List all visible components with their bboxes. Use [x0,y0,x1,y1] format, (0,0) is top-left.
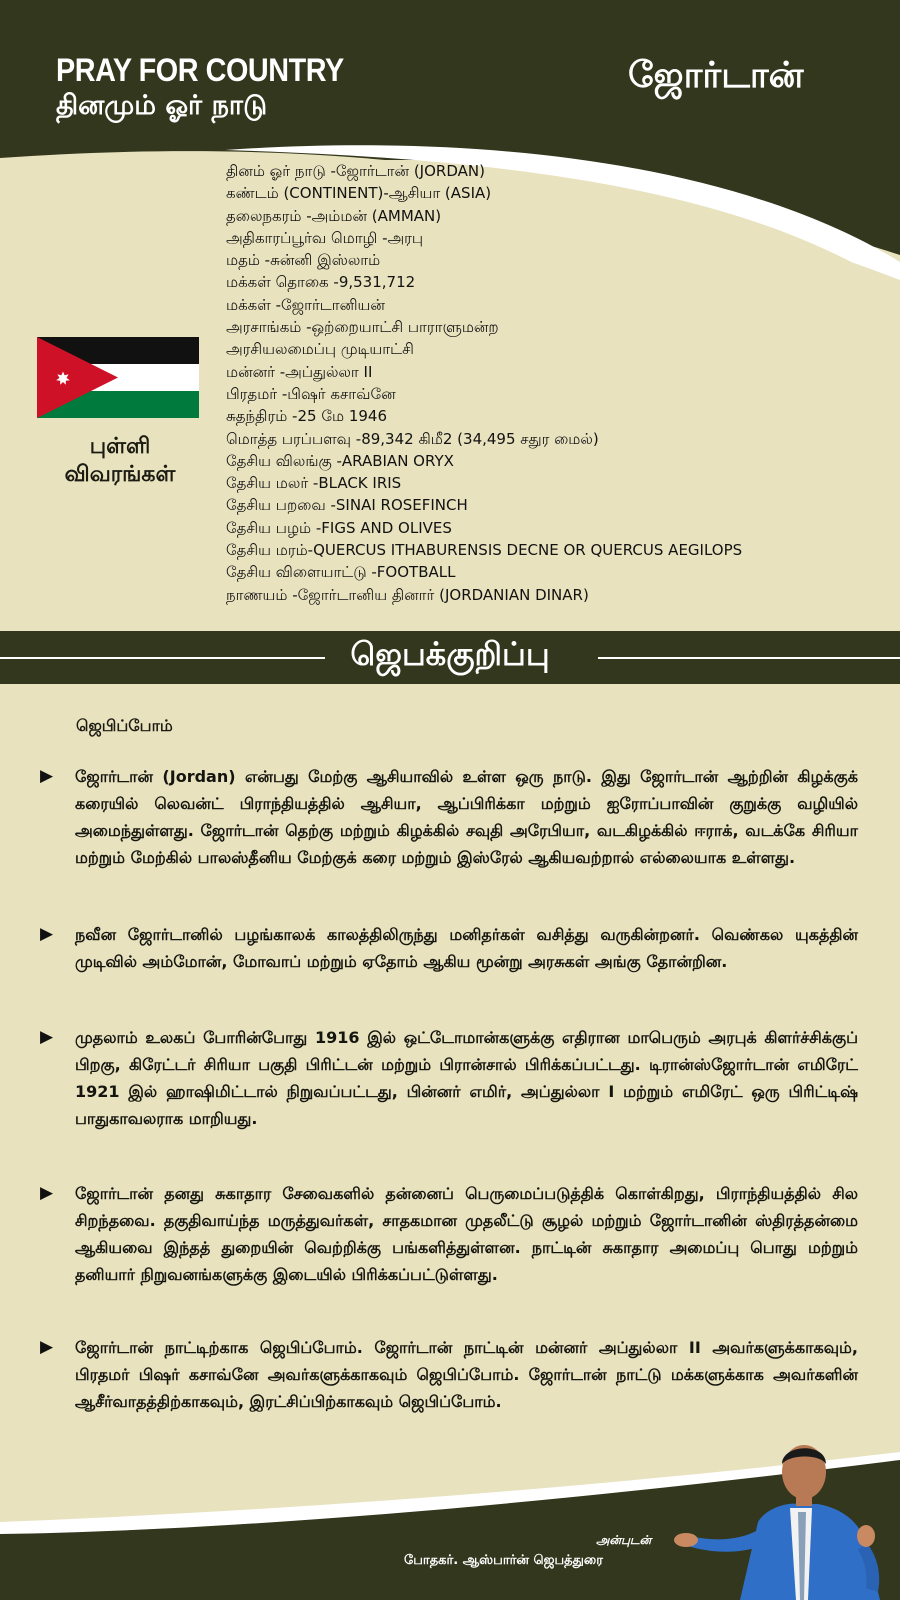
prayer-point [40,763,858,871]
prayer-intro: ஜெபிப்போம் [76,716,173,735]
footer-with-love: அன்புடன் [596,1533,652,1547]
fact-national-animal: தேசிய விலங்கு -ARABIAN ORYX [226,451,454,470]
fact-religion: மதம் -சுன்னி இஸ்லாம் [226,251,381,270]
fact-national-tree: தேசிய மரம்-QUERCUS ITHABURENSIS DECNE OR QUERCUS AEGILOPS [226,541,743,560]
play-bullet-icon: ▶ [40,1027,54,1047]
footer-signature: போதகர். ஆஸ்பார்ன் ஜெபத்துரை [404,1553,603,1568]
fact-independence: சுதந்திரம் -25 மே 1946 [226,407,387,426]
brand-title-ta: தினமும் ஓர் நாடு [56,90,268,121]
fact-population: மக்கள் தொகை -9,531,712 [226,273,416,292]
fact-official-language: அதிகாரப்பூர்வ மொழி -அரபு [226,228,424,247]
fact-area: மொத்த பரப்பளவு -89,342 கிமீ2 (34,495 சதுர மைல்) [226,429,599,448]
prayer-point [40,1024,858,1132]
country-title: ஜோர்டான் [628,55,804,96]
fact-currency: நாணயம் -ஜோர்டானிய தினார் (JORDANIAN DINAR) [226,585,589,604]
prayer-point-text: முதலாம் உலகப் போரின்போது 1916 இல் ஒட்டோமான்களுக்கு எதிரான மாபெரும் அரபுக் கிளர்ச்சிக்குப் பிறகு, கிரேட்டர் சிரியா பகுதி பிரிட்டன் மற்றும் பிரான்சால் பிரிக்கப்பட்டது. டிரான்ஸ்ஜோர்டான் எமிரேட் 1921 இல் ஹாஷிமிட்டால் நிறுவப்பட்டது, பின்னர் எமிர், அப்துல்லா I மற்றும் எமிரேட் ஒரு பிரிட்டிஷ் பாதுகாவலராக மாறியது. [75,1028,858,1128]
play-bullet-icon: ▶ [40,924,54,944]
jordan-flag-icon [37,337,199,418]
fact-government: அரசாங்கம் -ஒற்றையாட்சி பாராளுமன்ற [226,318,499,337]
play-bullet-icon: ▶ [40,1337,54,1357]
play-bullet-icon: ▶ [40,1183,54,1203]
fact-king: மன்னர் -அப்துல்லா II [226,362,373,381]
fact-prime-minister: பிரதமர் -பிஷர் கசாவ்னே [226,384,396,403]
fact-national-sport: தேசிய விளையாட்டு -FOOTBALL [226,563,456,582]
prayer-point [40,921,858,975]
statistics-label-line-1: புள்ளி [89,434,151,459]
prayer-point-text: ஜோர்டான் (Jordan) என்பது மேற்கு ஆசியாவில் உள்ள ஒரு நாடு. இது ஜோர்டான் ஆற்றின் கிழக்குக் கரையில் லெவன்ட் பிராந்தியத்தில் ஆசியா, ஆப்பிரிக்கா மற்றும் ஐரோப்பாவின் குறுக்கு வழியில் அமைந்துள்ளது. ஜோர்டான் தெற்கு மற்றும் கிழக்கில் சவுதி அரேபியா, வடகிழக்கில் ஈராக், வடக்கே சிரியா மற்றும் மேற்கில் பாலஸ்தீனிய மேற்குக் கரை மற்றும் இஸ்ரேல் ஆகியவற்றால் எல்லையாக உள்ளது. [75,767,858,867]
prayer-point-text: நவீன ஜோர்டானில் பழங்காலக் காலத்திலிருந்து மனிதர்கள் வசித்து வருகின்றனர். வெண்கல யுகத்தின் முடிவில் அம்மோன், மோவாப் மற்றும் ஏதோம் ஆகிய மூன்று அரசுகள் அங்கு தோன்றின. [75,925,858,971]
fact-capital: தலைநகரம் -அம்மன் (AMMAN) [226,206,442,225]
country-facts-list [226,160,886,606]
play-bullet-icon: ▶ [40,766,54,786]
prayer-point [40,1334,858,1415]
fact-national-bird: தேசிய பறவை -SINAI ROSEFINCH [226,496,468,515]
preacher-photo [670,1432,900,1600]
prayer-heading-band [0,631,900,684]
prayer-point-text: ஜோர்டான் நாட்டிற்காக ஜெபிப்போம். ஜோர்டான் நாட்டின் மன்னர் அப்துல்லா II அவர்களுக்காகவும், பிரதமர் பிஷர் கசாவ்னே அவர்களுக்காகவும் ஜெபிப்போம். ஜோர்டான் நாட்டு மக்களுக்காக அவர்களின் ஆசீர்வாதத்திற்காகவும், இரட்சிப்பிற்காகவும் ஜெபிப்போம். [75,1338,858,1411]
statistics-label-line-2: விவரங்கள் [64,462,176,487]
prayer-point [40,1180,858,1288]
fact-national-fruit: தேசிய பழம் -FIGS AND OLIVES [226,518,452,537]
fact-demonym: மக்கள் -ஜோர்டானியன் [226,295,385,314]
fact-national-flower: தேசிய மலர் -BLACK IRIS [226,474,402,493]
prayer-heading: ஜெபக்குறிப்பு [350,635,550,673]
fact-continent: கண்டம் (CONTINENT)-ஆசியா (ASIA) [226,184,492,203]
fact-government-cont: அரசியலமைப்பு முடியாட்சி [226,340,414,359]
brand-title-en: PRAY FOR COUNTRY [56,52,344,88]
prayer-point-text: ஜோர்டான் தனது சுகாதார சேவைகளில் தன்னைப் பெருமைப்படுத்திக் கொள்கிறது, பிராந்தியத்தில் சில சிறந்தவை. தகுதிவாய்ந்த மருத்துவர்கள், சாதகமான முதலீட்டு சூழல் மற்றும் ஜோர்டானின் ஸ்திரத்தன்மை ஆகியவை இந்தத் துறையின் வெற்றிக்கு பங்களித்துள்ளன. நாட்டின் சுகாதார அமைப்பு பொது மற்றும் தனியார் நிறுவனங்களுக்கு இடையில் பிரிக்கப்பட்டுள்ளது. [75,1184,858,1284]
fact-country: தினம் ஓர் நாடு -ஜோர்டான் (JORDAN) [226,162,485,180]
statistics-label [40,433,200,489]
